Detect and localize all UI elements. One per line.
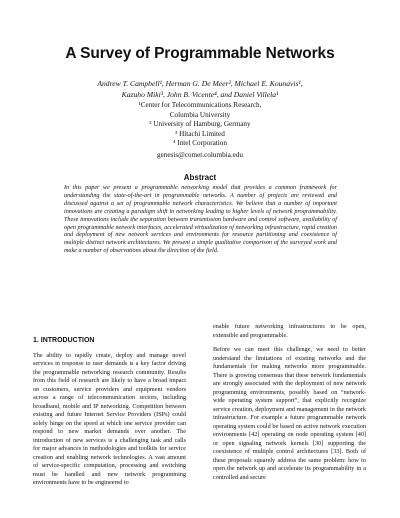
paper-title: A Survey of Programmable Networks	[65, 45, 335, 62]
introduction-paragraph-1: The ability to rapidly create, deploy and manage novel services in response to user demands is a key factor driving the programmable networking research community. Results from this field of research are likely to have a broad impact on customers, service providers and equipment vendors across a range of telecommunication sectors, including broadband, mobile and IP networking. Competition between existing and future Internet Service Providers (ISPs) could solely hinge on the speed at which one service provider can respond to new market demands over another. The introduction of new services is a challenging task and calls for major advances in methodologies and toolkits for service creation and enabling network technologies. A vast amount of service-specific computation, processing and switching must be handled and new network programming environments have to be engineered to	[33, 351, 186, 486]
authors-line-1: Andrew T. Campbell¹, Herman G. De Meer², Michael E. Kounavis¹,	[97, 79, 303, 88]
right-paragraph-1: enable future networking infrastructures to be open, extensible and programmable.	[213, 323, 366, 339]
author-list	[40, 78, 360, 100]
affiliation-2: ² University of Hamburg, Germany	[149, 120, 251, 129]
right-column	[213, 323, 366, 488]
section-heading-introduction: 1. INTRODUCTION	[33, 337, 95, 344]
affiliation-1: ¹Center for Telecommunications Research,	[138, 101, 262, 109]
right-paragraph-2: Before we can meet this challenge, we need to better understand the limitations of existing networks and the fundamentals for making networks more programmable. There is growing consensus that these network fundamentals are strongly associated with the deployment of new network programming environments, possibly based on “network-wide operating system support”, that explicitly recognize service creation, deployment and management in the network infrastructure. For example a future programmable network operating system could be based on active network execution environments [42] operating on node operating system [40] or open signaling network kernels [30] supporting the coexistence of multiple control architectures [33]. Both of these proposals squarely address the same problem: how to open the network up and accelerate its programmability in a controlled and secure	[213, 346, 366, 481]
affiliation-3: ³ Hitachi Limited	[175, 129, 225, 138]
affiliation-1b: Columbia University	[169, 110, 231, 119]
authors-line-2: Kazuho Miki³, John B. Vicente⁴, and Daniel Villela¹	[121, 90, 279, 99]
abstract-heading: Abstract	[183, 173, 217, 182]
affiliation-4: ⁴ Intel Corporation	[172, 139, 227, 148]
contact-email: genesis@comet.columbia.edu	[156, 151, 244, 159]
left-column	[33, 337, 186, 494]
abstract-text: In this paper we present a programmable networking model that provides a common framework for understanding the state-of-the-art in programmable networks. A number of projects are reviewed and discussed against a set of programmable network characteristics. We believe that a number of important innovations are creating a paradigm shift in networking leading to higher levels of network programmability. These innovations include the separation between transmission hardware and control software, availability of open programmable network interfaces, accelerated virtualization of networking infrastructure, rapid creation and deployment of new network services and environments for resource partitioning and coexistence of multiple distinct network architectures. We present a simple qualitative comparison of the surveyed work and make a number of observations about the direction of the field.	[64, 185, 337, 255]
affiliation-list	[40, 101, 360, 149]
